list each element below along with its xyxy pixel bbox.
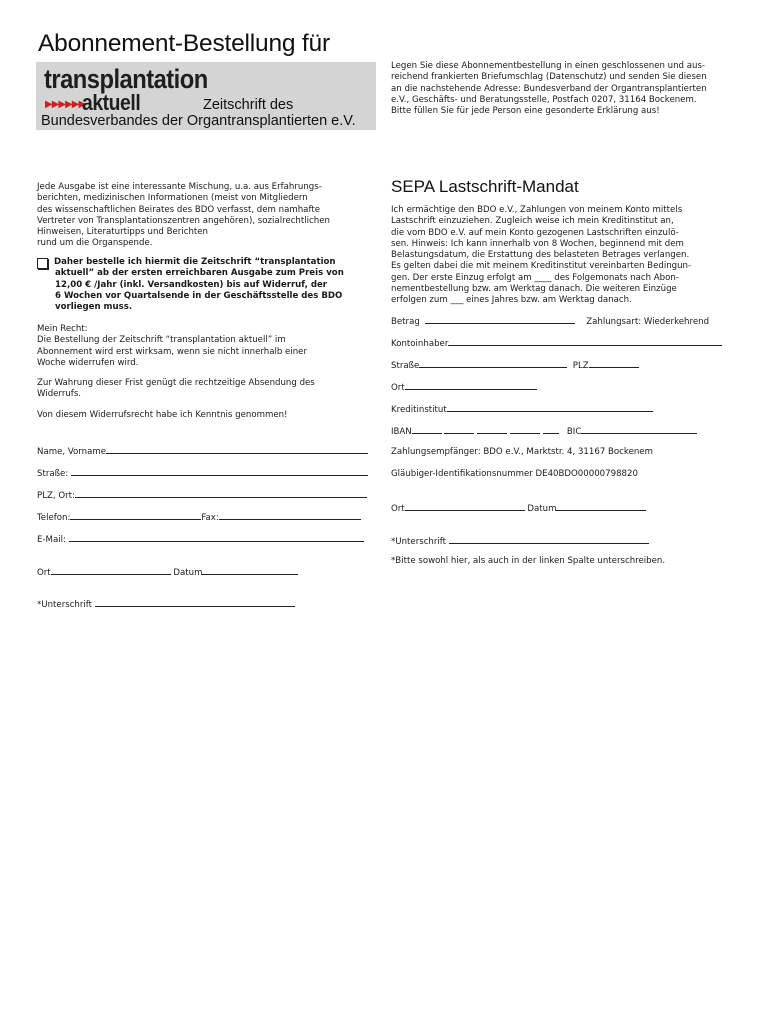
bic-input-line[interactable] (581, 425, 697, 434)
text-line: Jede Ausgabe ist eine interessante Mischung, u.a. aus Erfahrungs- (37, 182, 322, 192)
withdrawal-deadline (37, 378, 369, 401)
mailing-instructions (391, 61, 731, 117)
account-holder-input-line[interactable] (448, 337, 722, 346)
text-line: sen. Hinweis: Ich kann innerhalb von 8 Wochen, beginnend mit dem (391, 238, 684, 249)
text-line: Widerrufs. (37, 389, 82, 400)
signature-field[interactable] (37, 598, 295, 611)
phone-fax-field[interactable] (37, 511, 361, 524)
text-line: reichend frankierten Briefumschlag (Datenschutz) und senden Sie diesen (391, 72, 707, 83)
iban-input-line[interactable] (543, 425, 559, 434)
banner-zeitschrift: Zeitschrift des (203, 97, 294, 113)
iban-input-line[interactable] (477, 425, 507, 434)
signature-note: *Bitte sowohl hier, als auch in der linken Spalte unterschreiben. (391, 556, 666, 566)
plz-ort-input-line[interactable] (75, 489, 367, 498)
text-line: 6 Wochen vor Quartalsende in der Geschäftsstelle des BDO (55, 290, 343, 301)
logo-arrows-icon: ▶▶▶▶▶▶ (45, 99, 86, 110)
sepa-place2-label: Ort (391, 504, 405, 514)
text-line: Woche widerrufen wird. (37, 357, 139, 368)
sepa-signature-label: *Unterschrift (391, 537, 447, 547)
plz-ort-label: PLZ, Ort: (37, 491, 75, 501)
email-label: E-Mail: (37, 535, 66, 545)
text-line: rund um die Organspende. (37, 238, 153, 249)
intro-paragraph (37, 182, 369, 250)
page-title: Abonnement-Bestellung für (38, 30, 330, 57)
text-line: Zur Wahrung dieser Frist genügt die rechtzeitige Absendung des (37, 378, 315, 388)
amount-label: Betrag (391, 317, 420, 327)
street-label: Straße: (37, 469, 69, 479)
sepa-place2-input-line[interactable] (405, 502, 525, 511)
sepa-street-input-line[interactable] (419, 359, 567, 368)
street-input-line[interactable] (71, 467, 368, 476)
text-line: berichten, medizinischen Informationen (meist von Mitgliedern (37, 193, 308, 204)
place-label: Ort (37, 568, 51, 578)
iban-input-line[interactable] (412, 425, 442, 434)
fax-input-line[interactable] (219, 511, 361, 520)
sepa-date-input-line[interactable] (556, 502, 646, 511)
logo-text-transplantation: transplantation (44, 64, 208, 94)
phone-label: Telefon: (37, 513, 71, 523)
bic-label: BIC (566, 427, 582, 437)
sepa-title: SEPA Lastschrift-Mandat (391, 177, 579, 196)
text-line: nementbestellung bzw. am Werktag danach. Die weiteren Einzüge (391, 284, 677, 295)
sepa-plz-input-line[interactable] (589, 359, 639, 368)
text-line: e.V., Geschäfts- und Beratungsstelle, Postfach 0207, 31164 Bockenem. (391, 94, 697, 105)
email-input-line[interactable] (69, 533, 364, 542)
order-text (54, 257, 369, 313)
signature-input-line[interactable] (95, 598, 295, 607)
fax-label: Fax: (201, 513, 219, 523)
payment-type: Zahlungsart: Wiederkehrend (586, 317, 710, 327)
iban-label: IBAN (391, 427, 412, 437)
text-line: Die Bestellung der Zeitschrift “transplantation aktuell” im (37, 335, 286, 346)
place-input-line[interactable] (51, 566, 171, 575)
acknowledgement: Von diesem Widerrufsrecht habe ich Kenntnis genommen! (37, 410, 288, 420)
withdrawal-right (37, 324, 369, 369)
bank-field[interactable] (391, 403, 653, 416)
payee: Zahlungsempfänger: BDO e.V., Marktstr. 4, 31167 Bockenem (391, 447, 653, 457)
sepa-mandate-text (391, 205, 736, 307)
text-line: Es gelten dabei die mit meinem Kreditinstitut vereinbarten Bedingun- (391, 261, 692, 272)
place-date-field[interactable] (37, 566, 298, 579)
sepa-signature-input-line[interactable] (449, 535, 649, 544)
text-line: vorliegen muss. (55, 302, 133, 313)
creditor-id: Gläubiger-Identifikationsnummer DE40BDO00000798820 (391, 469, 638, 479)
account-holder-label: Kontoinhaber (391, 339, 449, 349)
text-line: Abonnement wird erst wirksam, wenn sie nicht innerhalb einer (37, 346, 307, 357)
sepa-signature-field[interactable] (391, 535, 649, 548)
amount-input-line[interactable] (425, 315, 575, 324)
name-input-line[interactable] (106, 445, 368, 454)
phone-input-line[interactable] (70, 511, 201, 520)
sepa-place-date-field[interactable] (391, 502, 646, 515)
text-line: an die nachstehende Adresse: Bundesverband der Organtransplantierten (391, 83, 707, 94)
street-field[interactable] (37, 467, 368, 480)
sepa-street-label: Straße (391, 361, 420, 371)
text-line: Daher bestelle ich hiermit die Zeitschrift “transplantation (54, 257, 336, 267)
account-holder-field[interactable] (391, 337, 722, 350)
sepa-street-field[interactable] (391, 359, 639, 372)
amount-field[interactable] (391, 315, 709, 328)
text-line: erfolgen zum ___ eines Jahres bzw. am Werktag danach. (391, 295, 632, 306)
sepa-place-field[interactable] (391, 381, 537, 394)
text-line: Mein Recht: (37, 324, 88, 334)
name-label: Name, Vorname (37, 447, 107, 457)
banner-verband: Bundesverbandes der Organtransplantierten e.V. (41, 113, 356, 129)
text-line: Hinweisen, Literaturtipps und Berichten (37, 227, 208, 238)
iban-input-line[interactable] (510, 425, 540, 434)
bank-input-line[interactable] (447, 403, 653, 412)
sepa-place-label: Ort (391, 383, 405, 393)
sepa-place-input-line[interactable] (405, 381, 537, 390)
logo-banner (36, 62, 376, 130)
text-line: Ich ermächtige den BDO e.V., Zahlungen von meinem Konto mittels (391, 205, 683, 215)
sepa-plz-label: PLZ (572, 361, 589, 371)
iban-input-line[interactable] (444, 425, 474, 434)
sepa-date-label: Datum (527, 504, 557, 514)
text-line: 12,00 € /Jahr (inkl. Versandkosten) bis auf Widerruf, der (55, 279, 328, 290)
text-line: des wissenschaftlichen Beirates des BDO verfasst, dem namhafte (37, 204, 320, 215)
iban-bic-field[interactable] (391, 425, 697, 438)
bank-label: Kreditinstitut (391, 405, 447, 415)
text-line: Lastschrift einzuziehen. Zugleich weise ich mein Kreditinstitut an, (391, 216, 674, 227)
text-line: Legen Sie diese Abonnementbestellung in einen geschlossenen und aus- (391, 61, 706, 71)
text-line: aktuell” ab der ersten erreichbaren Ausgabe zum Preis von (55, 268, 344, 279)
logo-text-aktuell: aktuell (82, 90, 141, 115)
signature-label: *Unterschrift (37, 600, 93, 610)
date-input-line[interactable] (202, 566, 298, 575)
text-line: gen. Der erste Einzug erfolgt am ____ des Folgemonats nach Abon- (391, 272, 679, 283)
date-label: Datum (173, 568, 203, 578)
email-field[interactable] (37, 533, 364, 546)
order-checkbox[interactable] (37, 258, 48, 269)
name-field[interactable] (37, 445, 368, 458)
text-line: die vom BDO e.V. auf mein Konto gezogenen Lastschriften einzulö- (391, 227, 679, 238)
text-line: Vertreter von Transplantationszentren angehören), sozialrechtlichen (37, 215, 330, 226)
plz-ort-field[interactable] (37, 489, 367, 502)
text-line: Belastungsdatum, die Erstattung des belasteten Betrages verlangen. (391, 250, 690, 261)
text-line: Bitte füllen Sie für jede Person eine gesonderte Erklärung aus! (391, 106, 660, 117)
